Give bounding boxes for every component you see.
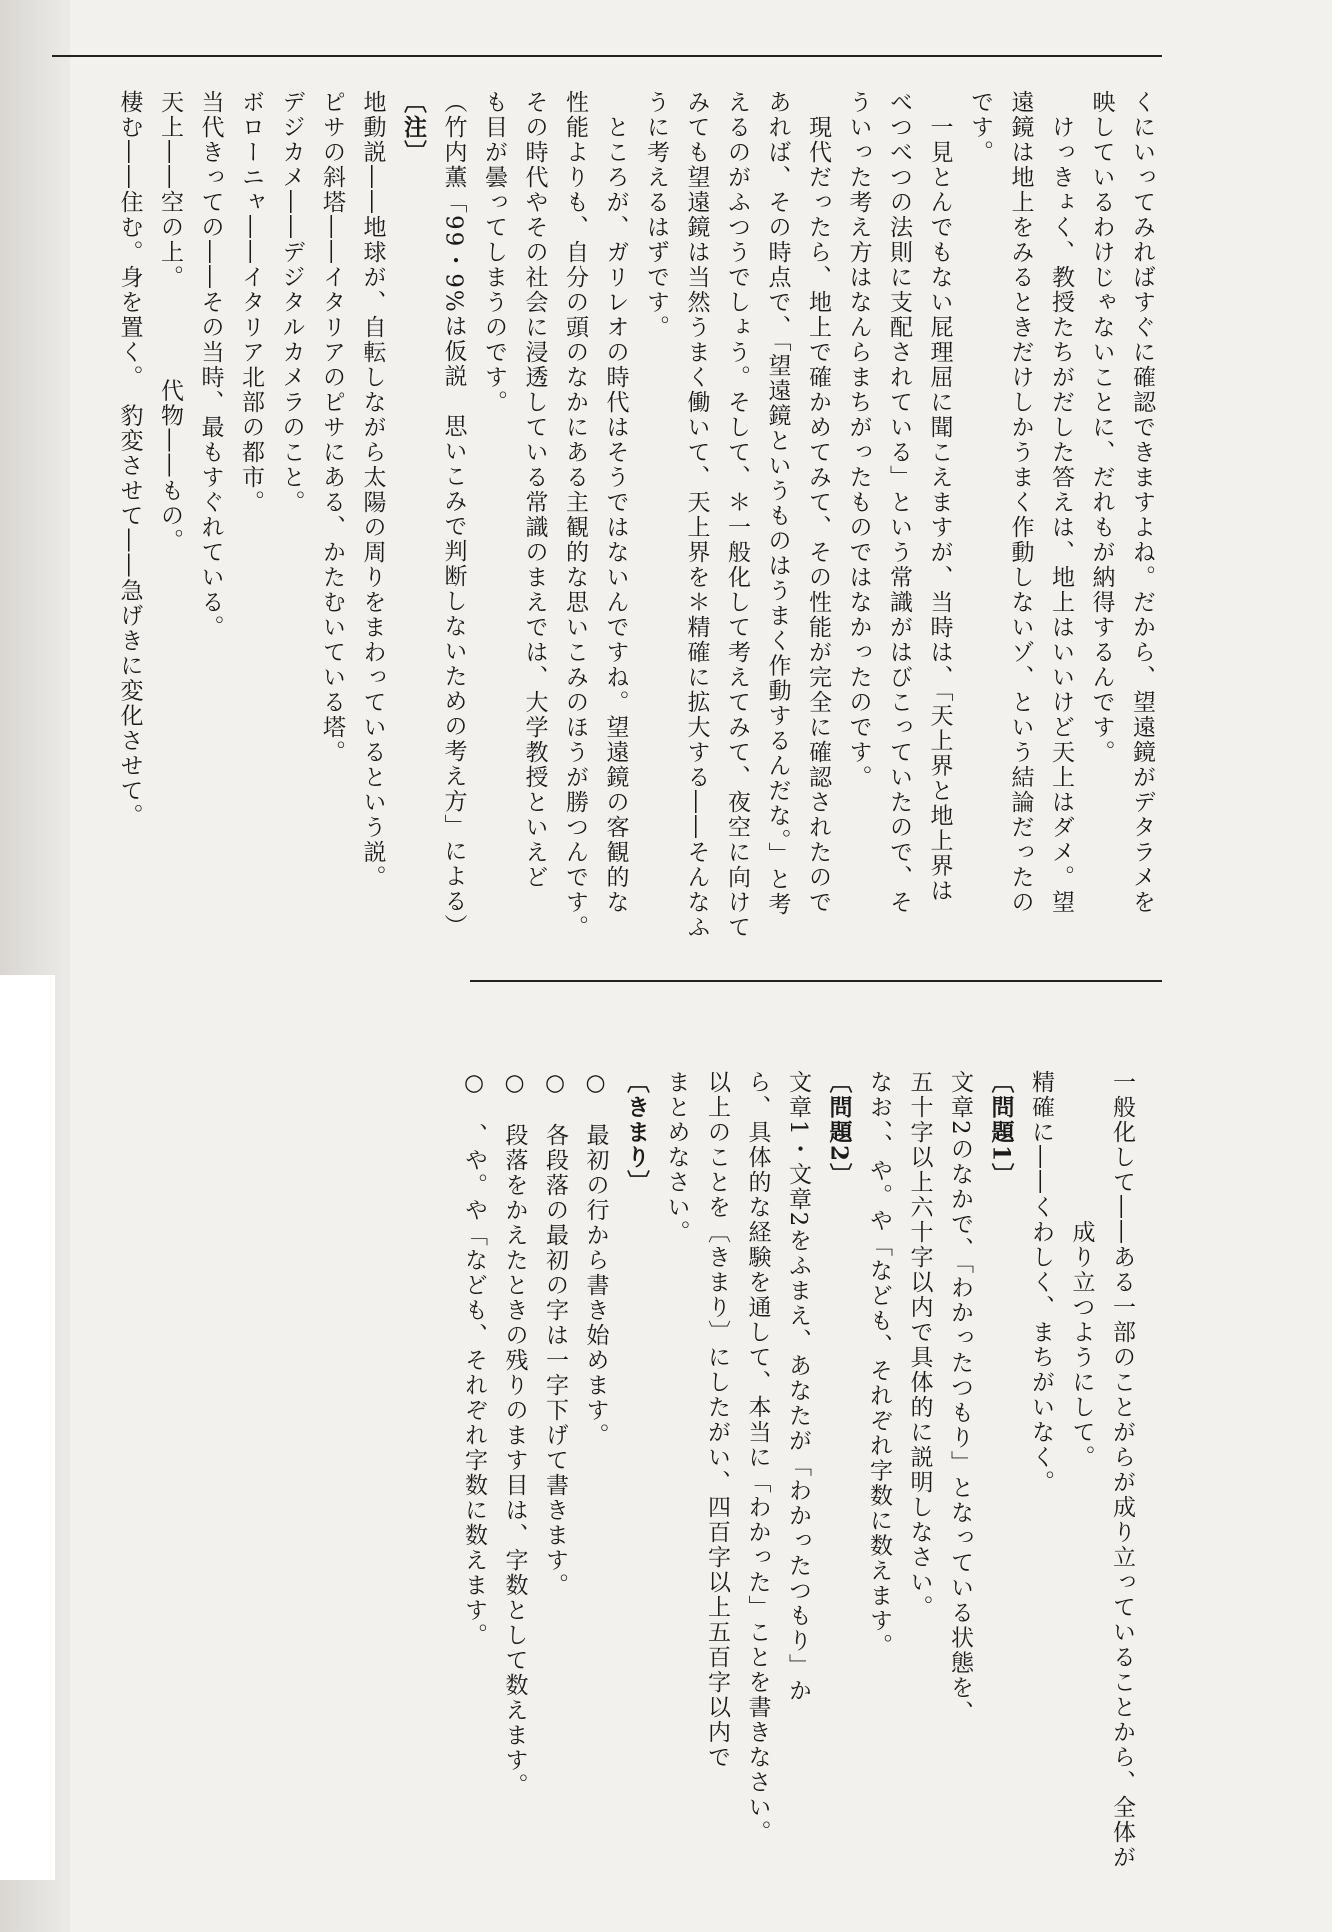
scan-margin xyxy=(0,975,55,1880)
question-2-label: 〔問題2〕 xyxy=(825,1070,853,1189)
top-rule xyxy=(52,55,1162,57)
notes-heading: 〔注〕 xyxy=(400,90,427,165)
note-line: ボローニャ――イタリア北部の都市。 xyxy=(238,90,264,515)
question-1-line: 五十字以上六十字以内で具体的に説明しなさい。 xyxy=(906,1070,933,1620)
note-line: 当代きっての――その当時、最もすぐれている。 xyxy=(197,90,224,640)
rule-item: ○ 、や。や「なども、それぞれ字数に数えます。 xyxy=(461,1070,487,1648)
passage-line: 一見とんでもない屁理屈に聞こえますが、当時は、「天上界と地上界は xyxy=(926,90,953,904)
rule-item: ○ 段落をかえたときの残りのます目は、字数として数えます。 xyxy=(501,1070,528,1798)
passage-line: みても望遠鏡は当然うまく働いて、天上界を＊精確に拡大する――そんなふ xyxy=(683,90,710,940)
passage-text xyxy=(109,90,1162,950)
passage-line: です。 xyxy=(967,90,993,165)
passage-line: ところが、ガリレオの時代はそうではないんですね。望遠鏡の客観的な xyxy=(602,90,629,915)
question-1-label: 〔問題1〕 xyxy=(987,1070,1015,1189)
middle-rule xyxy=(470,980,1162,982)
question-2-line: 以上のことを〔きまり〕にしたがい、四百字以上五百字以内で xyxy=(704,1070,730,1770)
note-line: 天上――空の上。 代物――もの。 xyxy=(157,90,183,554)
passage-line: くにいってみればすぐに確認できますよね。だから、望遠鏡がデタラメを xyxy=(1129,90,1155,915)
passage-line: あれば、その時点で、「望遠鏡というものはうまく作動するんだな。」と考 xyxy=(764,90,791,917)
passage-line: 現代だったら、地上で確かめてみて、その性能が完全に確認されたので xyxy=(805,90,831,915)
rule-item: ○ 最初の行から書き始めます。 xyxy=(582,1070,609,1448)
passage-line: ういった考え方はなんらまちがったものではなかったのです。 xyxy=(845,90,872,790)
source-citation: （竹内薫「99・9%は仮説 思いこみで判断しないための考え方」による） xyxy=(440,90,467,939)
rule-item: ○ 各段落の最初の字は一字下げて書きます。 xyxy=(542,1070,568,1598)
passage-line: 映しているわけじゃないことに、だれもが納得するんです。 xyxy=(1088,90,1115,765)
passage-line: 遠鏡は地上をみるときだけしかうまく作動しないゾ、という結論だったの xyxy=(1007,90,1034,915)
note-line: 棲む――住む。身を置く。 豹変させて――急げきに変化させて。 xyxy=(116,90,143,829)
passage-line: その時代やその社会に浸透している常識のまえでは、大学教授といえど xyxy=(521,90,548,890)
question-1-line: 文章2のなかで、「わかったつもり」となっている状態を、 xyxy=(947,1070,973,1726)
note-line: ピサの斜塔――イタリアのピサにある、かたむいている塔。 xyxy=(319,90,345,765)
passage-line: えるのがふつうでしょう。そして、＊一般化して考えてみて、夜空に向けて xyxy=(724,90,750,940)
question-2-line: 文章1・文章2をふまえ、あなたが「わかったつもり」か xyxy=(785,1070,811,1704)
note-line: 精確に――くわしく、まちがいなく。 xyxy=(1028,1070,1054,1495)
question-2-line: まとめなさい。 xyxy=(663,1070,690,1245)
note-line: 地動説――地球が、自転しながら太陽の周りをまわっているという説。 xyxy=(359,90,386,890)
note-line: デジカメ――デジタルカメラのこと。 xyxy=(278,90,305,515)
question-2-line: ら、具体的な経験を通して、本当に「わかった」ことを書きなさい。 xyxy=(744,1070,771,1845)
passage-line: うに考えるはずです。 xyxy=(643,90,669,340)
questions-section xyxy=(454,1070,1143,1870)
note-line: 成り立つようにして。 xyxy=(1068,1070,1095,1470)
rules-label: 〔きまり〕 xyxy=(623,1070,650,1195)
passage-line: 性能よりも、自分の頭のなかにある主観的な思いこみのほうが勝つんです。 xyxy=(562,90,588,940)
passage-line: べつべつの法則に支配されている」という常識がはびこっていたので、そ xyxy=(886,90,912,915)
note-line: 一般化して――ある一部のことがらが成り立っていることから、全体が xyxy=(1109,1070,1135,1870)
passage-line: も目が曇ってしまうのです。 xyxy=(481,90,507,415)
question-1-line: なお、、や。や「なども、それぞれ字数に数えます。 xyxy=(866,1070,892,1659)
passage-line: けっきょく、教授たちがだした答えは、地上はいいけど天上はダメ。望 xyxy=(1048,90,1074,915)
